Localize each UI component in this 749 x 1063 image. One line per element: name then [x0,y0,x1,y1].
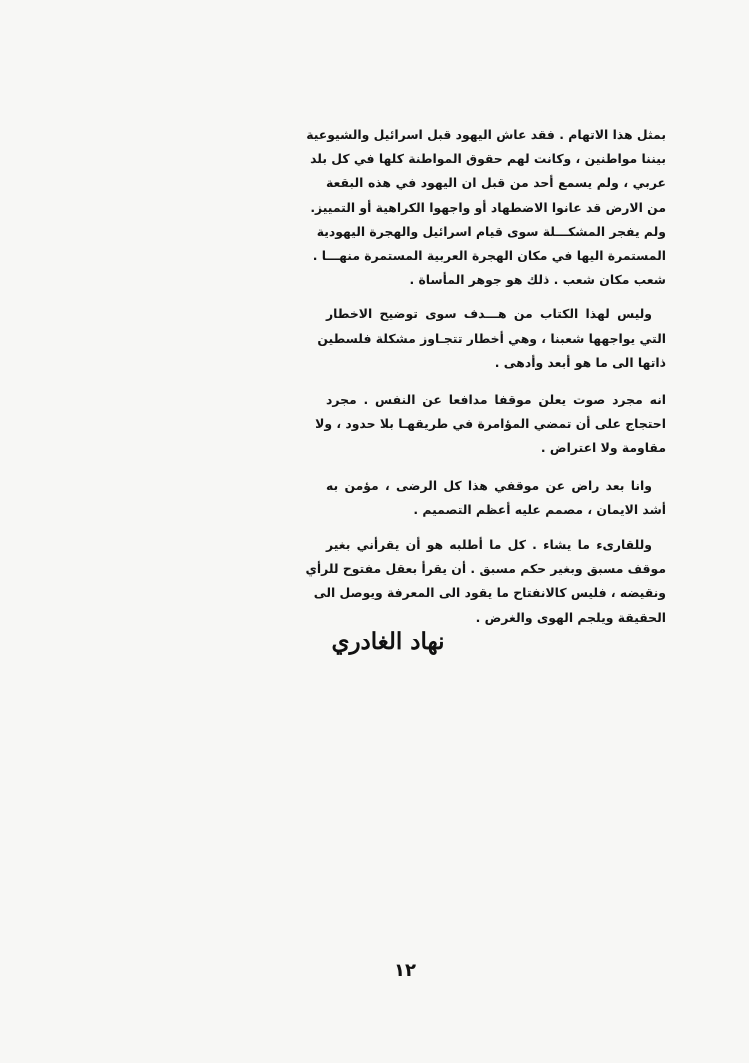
text-line: ونقيضه ، فليس كالانفتاح ما يقود الى المعرفة ويوصل الى [313,585,666,601]
text-line: ولم يفجر المشكـــلة سوى قيام اسرائيل والهجرة اليهودية [316,223,666,239]
text-line: وليس لهذا الكتاب من هـــدف سوى توضيح الاخطار [326,306,652,322]
text-line: مقاومة ولا اعتراض . [540,440,666,456]
text-line: وانا بعد راض عن موقفي هذا كل الرضى ، مؤمن به [326,477,652,493]
text-line: شعب مكان شعب . ذلك هو جوهر المأساة . [409,272,666,288]
text-line: انه مجرد صوت يعلن موقفا مدافعا عن النفس . مجرد [326,392,666,408]
body-text [305,123,666,630]
text-line: ذاتها الى ما هو أبعد وأدهى . [494,354,666,370]
text-line: احتجاج على أن تمضي المؤامرة في طريقهـا بلا حدود ، ولا [315,416,666,432]
text-line: موقف مسبق وبغير حكم مسبق . أن يقرأ بعقل مفتوح للرأي [305,561,666,577]
text-line: وللقارىء ما يشاء . كل ما أطلبه هو أن يقرأني بغير [326,537,652,553]
text-line: من الارض قد عانوا الاضطهاد أو واجهوا الكراهية أو التمييز. [310,199,666,215]
paragraph-4 [326,474,666,522]
paragraph-5 [305,533,666,630]
text-line: بيننا مواطنين ، وكانت لهم حقوق المواطنة كلها في كل بلد [310,151,666,167]
text-line: المستمرة اليها في مكان الهجرة العربية المستمرة منهـــا . [312,248,666,264]
text-line: التي يواجهها شعبنا ، وهي أخطار تتجـاوز مشكلة فلسطين [317,330,666,346]
text-line: عربي ، ولم يسمع أحد من قبل ان اليهود في هذه البقعة [326,175,666,191]
page-number: ١٢ [394,960,416,981]
text-line: بمثل هذا الاتهام . فقد عاش اليهود قبل اسرائيل والشيوعية [306,127,666,142]
text-line: أشد الايمان ، مصمم عليه أعظم التصميم . [413,501,666,517]
paragraph-1 [306,123,666,292]
author-signature: نهاد الغادري [331,628,445,655]
paragraph-2 [317,302,666,375]
text-line: الحقيقة ويلجم الهوى والغرض . [475,609,666,625]
paragraph-3 [315,388,666,461]
